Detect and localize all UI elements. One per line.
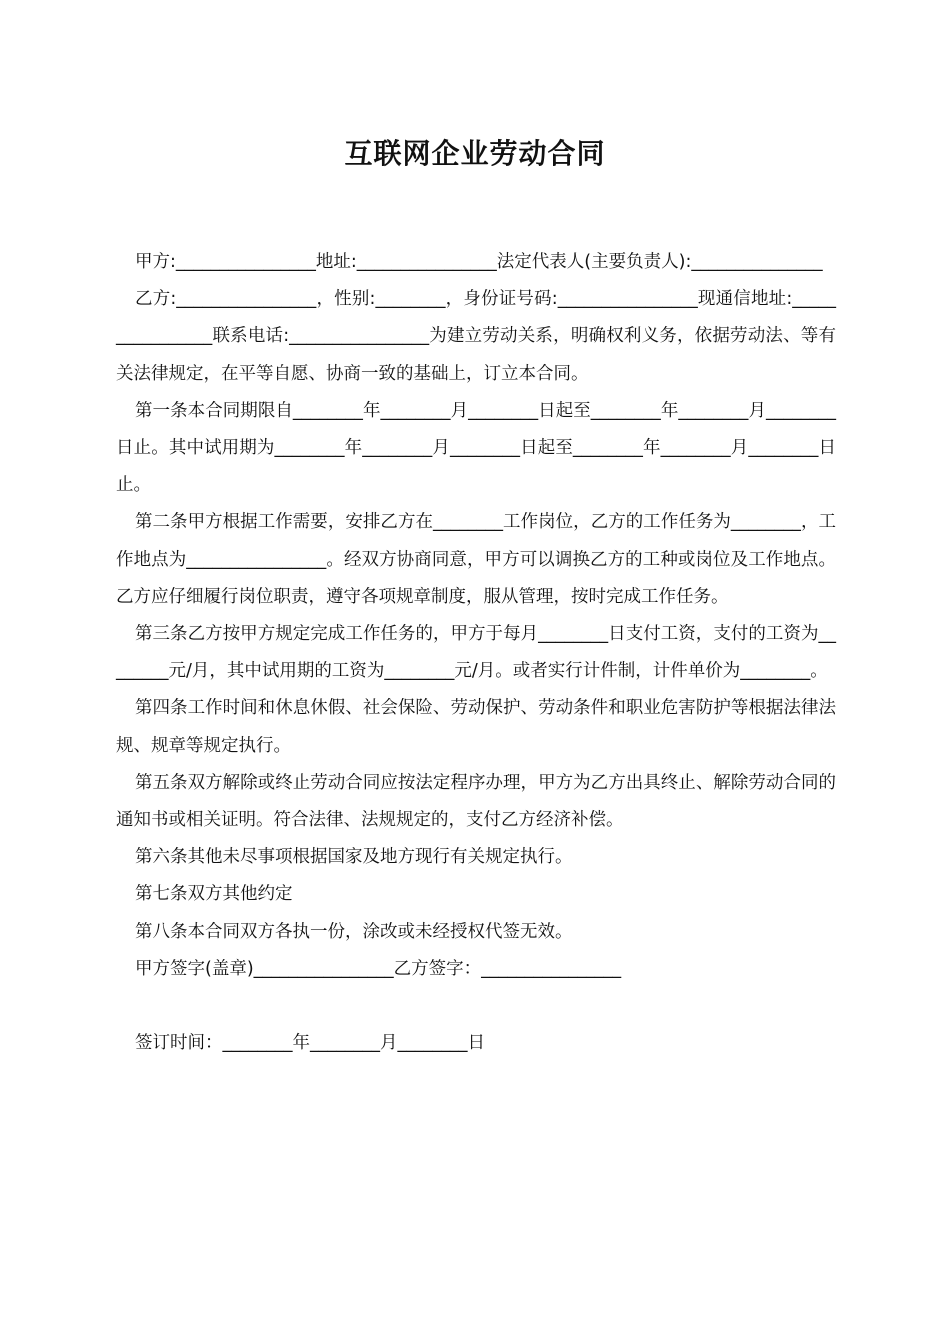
signature-line: 甲方签字(盖章)________________乙方签字：________________ bbox=[135, 958, 622, 979]
party-b-info: 乙方:________________，性别:________，身份证号码:________________现通信地址:________________联系电话:________________为建立劳动关系，明确权利义务，依据劳动法、等有关法律规定，在平等自愿、协商一致的基础上，订立本合同。 bbox=[116, 289, 836, 384]
party-a-info: 甲方:________________地址:________________法定代表人(主要负责人):_______________ bbox=[135, 252, 823, 272]
article-6-other-matters: 第六条其他未尽事项根据国家及地方现行有关规定执行。 bbox=[135, 847, 573, 868]
document-body bbox=[116, 244, 836, 1062]
article-5-termination: 第五条双方解除或终止劳动合同应按法定程序办理，甲方为乙方出具终止、解除劳动合同的通知书或相关证明。符合法律、法规规定的，支付乙方经济补偿。 bbox=[116, 772, 836, 831]
article-3-wages: 第三条乙方按甲方规定完成工作任务的，甲方于每月________日支付工资，支付的工资为________元/月，其中试用期的工资为________元/月。或者实行计件制，计件单价为________。 bbox=[116, 624, 836, 682]
article-2-position: 第二条甲方根据工作需要，安排乙方在________工作岗位，乙方的工作任务为________，工作地点为________________。经双方协商同意，甲方可以调换乙方的工种或岗位及工作地点。乙方应仔细履行岗位职责，遵守各项规章制度，服从管理，按时完成工作任务。 bbox=[116, 512, 836, 607]
document-title: 互联网企业劳动合同 bbox=[344, 137, 606, 170]
article-8-copies: 第八条本合同双方各执一份，涂改或未经授权代签无效。 bbox=[135, 921, 573, 942]
article-7-other-agreements: 第七条双方其他约定 bbox=[135, 884, 293, 905]
article-1-term: 第一条本合同期限自________年________月________日起至________年________月________日止。其中试用期为________年________月________日起至________年________月________日止。 bbox=[116, 400, 836, 496]
spacer bbox=[116, 988, 836, 1025]
signing-date: 签订时间：________年________月________日 bbox=[135, 1033, 485, 1054]
article-4-working-conditions: 第四条工作时间和休息休假、社会保险、劳动保护、劳动条件和职业危害防护等根据法律法规、规章等规定执行。 bbox=[116, 698, 836, 756]
